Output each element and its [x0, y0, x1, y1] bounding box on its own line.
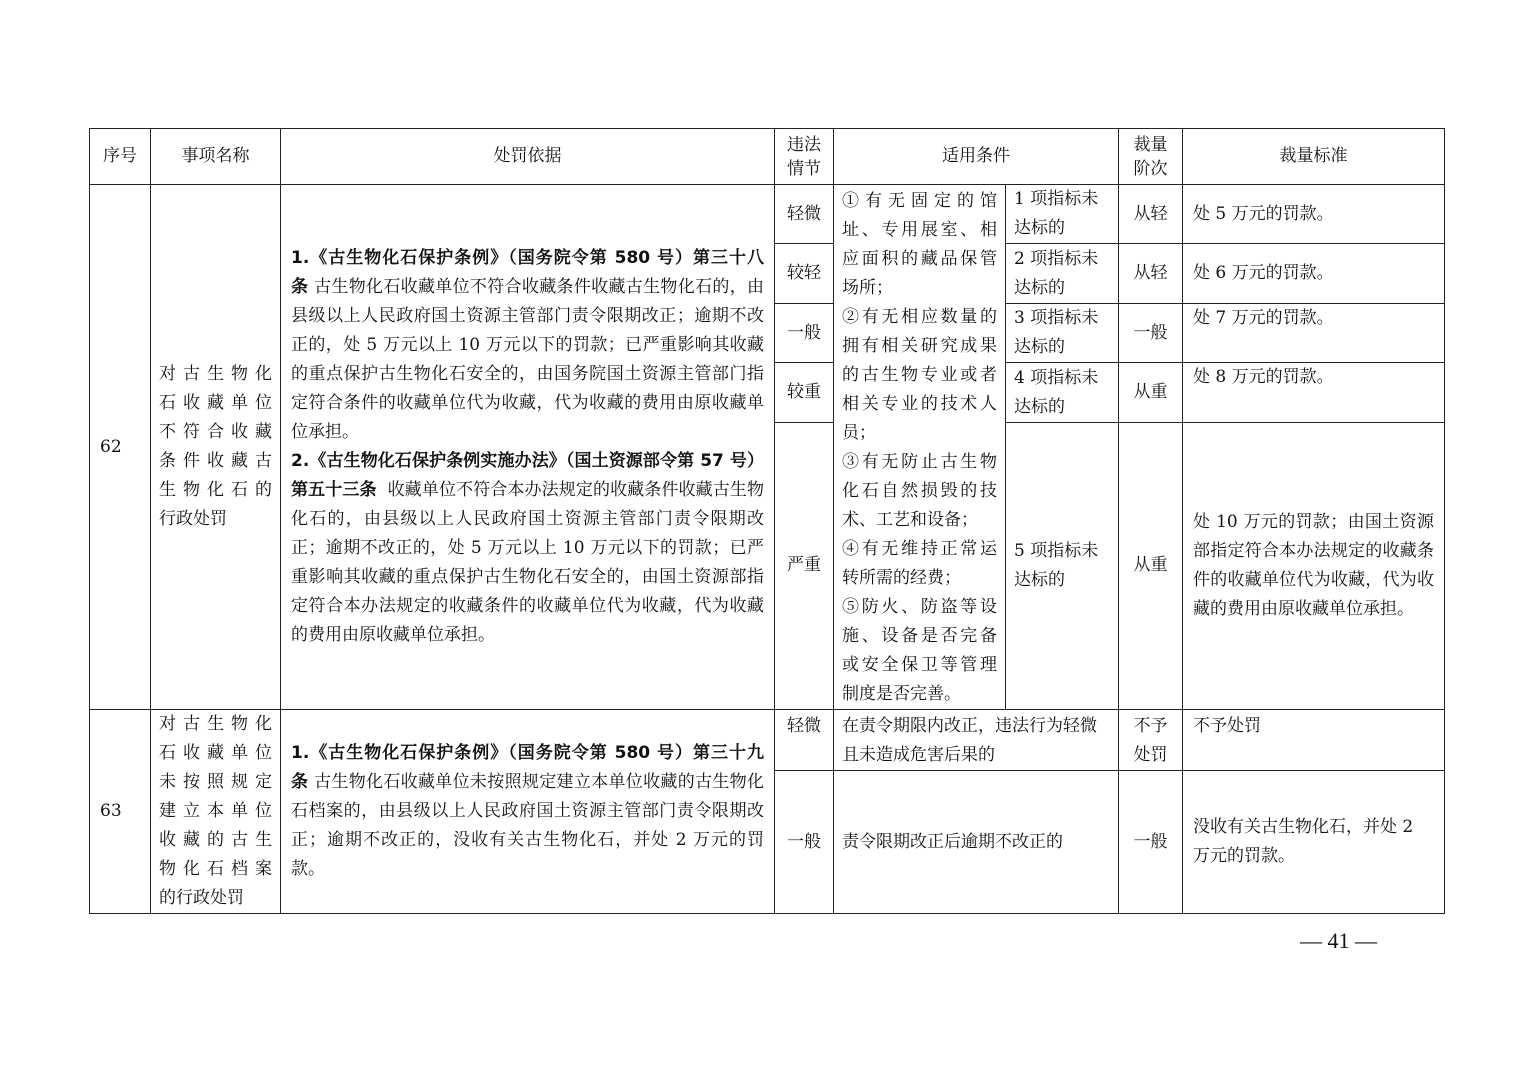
- row-seq: 63: [90, 710, 151, 914]
- penalty-table: [89, 128, 1445, 914]
- header-circumstance: 违法情节: [775, 129, 834, 185]
- standard-cell: 不予处罚: [1183, 710, 1445, 771]
- table-row: [90, 710, 1445, 771]
- circumstance-cell: 一般: [775, 771, 834, 914]
- indicator-cell: 5 项指标未达标的: [1006, 422, 1119, 709]
- basis-paragraph: 1.《古生物化石保护条例》（国务院令第 580 号）第三十八条 古生物化石收藏单位不符合收藏条件收藏古生物化石的，由县级以上人民政府国土资源主管部门责令限期改正；逾期不改正的，处 5 万元以上 10 万元以下的罚款；已严重影响其收藏的重点保护古生物化石安全的，由国务院国土资源主管部门指定符合条件的收藏单位代为收藏，代为收藏的费用由原收藏单位承担。: [291, 248, 765, 442]
- shared-condition: ①有无固定的馆 址、专用展室、相 应面积的藏品保管 场所； ②有无相应数量的 拥有相关研究成果 的古生物专业或者 相关专业的技术人 员； ③有无防止古生物 化石自然损毁的技 术、工艺和设备； ④有无维持正常运 转所需的经费； ⑤防火、防盗等设 施、设备是否完备 或安全保卫等管理 制度是否完善。: [834, 185, 1006, 710]
- basis-paragraph: 1.《古生物化石保护条例》（国务院令第 580 号）第三十九条 古生物化石收藏单位未按照规定建立本单位收藏的古生物化石档案的，由县级以上人民政府国土资源主管部门责令限期改正；逾期不改正的，没收有关古生物化石，并处 2 万元的罚款。: [291, 743, 765, 879]
- circumstance-cell: 较重: [775, 363, 834, 422]
- indicator-cell: 1 项指标未达标的: [1006, 185, 1119, 244]
- standard-cell: 处 6 万元的罚款。: [1183, 244, 1445, 303]
- circumstance-cell: 轻微: [775, 185, 834, 244]
- standard-cell: 处 5 万元的罚款。: [1183, 185, 1445, 244]
- level-cell: 从轻: [1119, 244, 1183, 303]
- header-basis: 处罚依据: [281, 129, 775, 185]
- condition-cell: 在责令期限内改正，违法行为轻微且未造成危害后果的: [834, 710, 1119, 771]
- level-cell: 一般: [1119, 303, 1183, 362]
- standard-cell: 没收有关古生物化石，并处 2 万元的罚款。: [1183, 771, 1445, 914]
- level-cell: 从轻: [1119, 185, 1183, 244]
- basis-paragraph: 2.《古生物化石保护条例实施办法》（国土资源部令第 57 号）第五十三条 收藏单位不符合本办法规定的收藏条件收藏古生物化石的，由县级以上人民政府国土资源主管部门责令限期改正；逾期不改正的，处 5 万元以上 10 万元以下的罚款；已严重影响其收藏的重点保护古生物化石安全的，由国土资源部指定符合本办法规定的收藏条件的收藏单位代为收藏，代为收藏的费用由原收藏单位承担。: [291, 451, 765, 645]
- header-row: [90, 129, 1445, 185]
- header-standard: 裁量标准: [1183, 129, 1445, 185]
- circumstance-cell: 较轻: [775, 244, 834, 303]
- row-item-name: 对古生物化 石收藏单位 不符合收藏 条件收藏古 生物化石的 行政处罚: [151, 185, 281, 710]
- standard-cell: 处 10 万元的罚款；由国土资源部指定符合本办法规定的收藏条件的收藏单位代为收藏，代为收藏的费用由原收藏单位承担。: [1183, 422, 1445, 709]
- row-item-name: 对古生物化 石收藏单位 未按照规定 建立本单位 收藏的古生 物化石档案 的行政处罚: [151, 710, 281, 914]
- header-seq: 序号: [90, 129, 151, 185]
- indicator-cell: 3 项指标未达标的: [1006, 303, 1119, 362]
- level-cell: 一般: [1119, 771, 1183, 914]
- table-row: [90, 185, 1445, 244]
- standard-cell: 处 8 万元的罚款。: [1183, 363, 1445, 422]
- level-cell: 从重: [1119, 422, 1183, 709]
- standard-cell: 处 7 万元的罚款。: [1183, 303, 1445, 362]
- circumstance-cell: 轻微: [775, 710, 834, 771]
- level-cell: 不予处罚: [1119, 710, 1183, 771]
- header-level: 裁量阶次: [1119, 129, 1183, 185]
- condition-cell: 责令限期改正后逾期不改正的: [834, 771, 1119, 914]
- level-cell: 从重: [1119, 363, 1183, 422]
- circumstance-cell: 严重: [775, 422, 834, 709]
- indicator-cell: 2 项指标未达标的: [1006, 244, 1119, 303]
- row-basis: [281, 710, 775, 914]
- circumstance-cell: 一般: [775, 303, 834, 362]
- row-seq: 62: [90, 185, 151, 710]
- indicator-cell: 4 项指标未达标的: [1006, 363, 1119, 422]
- page-number: — 41 —: [1300, 928, 1377, 953]
- header-conditions: 适用条件: [834, 129, 1119, 185]
- row-basis: [281, 185, 775, 710]
- header-item-name: 事项名称: [151, 129, 281, 185]
